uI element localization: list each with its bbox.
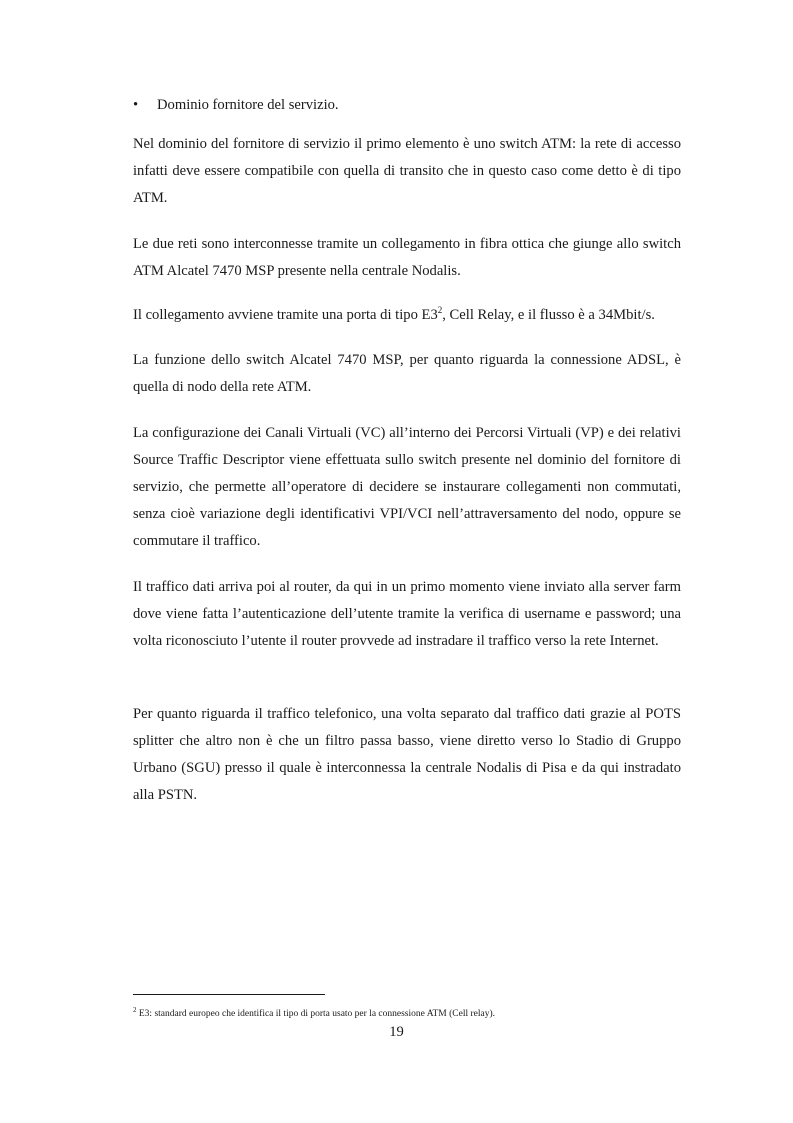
paragraph: Nel dominio del fornitore di servizio il primo elemento è uno switch ATM: la rete di accesso infatti deve essere compatibile con quella di transito che in questo caso come detto è di tipo ATM.: [133, 136, 681, 206]
paragraph-text: , Cell Relay, e il flusso è a 34Mbit/s.: [442, 307, 655, 323]
footnote: [133, 1003, 693, 1021]
bullet-item: [133, 95, 693, 115]
paragraph: Il traffico dati arriva poi al router, da qui in un primo momento viene inviato alla server farm dove viene fatta l’autenticazione dell’utente tramite la verifica di username e password; una volta riconosciuto l’utente il router provvede ad instradare il traffico verso la rete Internet.: [133, 579, 681, 649]
paragraph-text: Il collegamento avviene tramite una porta di tipo E3: [133, 307, 438, 323]
footnote-reference[interactable]: 2: [437, 305, 443, 316]
footnote-text: E3: standard europeo che identifica il tipo di porta usato per la connessione ATM (Cell relay).: [136, 1009, 496, 1020]
footnote-divider: [133, 994, 325, 995]
paragraph: La configurazione dei Canali Virtuali (VC) all’interno dei Percorsi Virtuali (VP) e dei relativi Source Traffic Descriptor viene effettuata sullo switch presente nel dominio del fornitore di servizio, che permette all’operatore di decidere se instaurare collegamenti non commutati, senza cioè variazione degli identificativi VPI/VCI nell’attraversamento del nodo, oppure se commutare il traffico.: [133, 425, 681, 549]
bullet-item-text: Dominio fornitore del servizio.: [157, 97, 339, 113]
paragraph: Le due reti sono interconnesse tramite un collegamento in fibra ottica che giunge allo switch ATM Alcatel 7470 MSP presente nella centrale Nodalis.: [133, 236, 681, 279]
page-number: 19: [389, 1024, 404, 1040]
paragraph: La funzione dello switch Alcatel 7470 MSP, per quanto riguarda la connessione ADSL, è quella di nodo della rete ATM.: [133, 352, 681, 395]
paragraph: [133, 302, 681, 329]
footnote-marker: 2: [133, 1006, 137, 1014]
bullet-icon: •: [133, 97, 139, 113]
paragraph: Per quanto riguarda il traffico telefonico, una volta separato dal traffico dati grazie al POTS splitter che altro non è che un filtro passa basso, viene diretto verso lo Stadio di Gruppo Urbano (SGU) presso il quale è interconnessa la centrale Nodalis di Pisa e da qui instradato alla PSTN.: [133, 706, 681, 803]
